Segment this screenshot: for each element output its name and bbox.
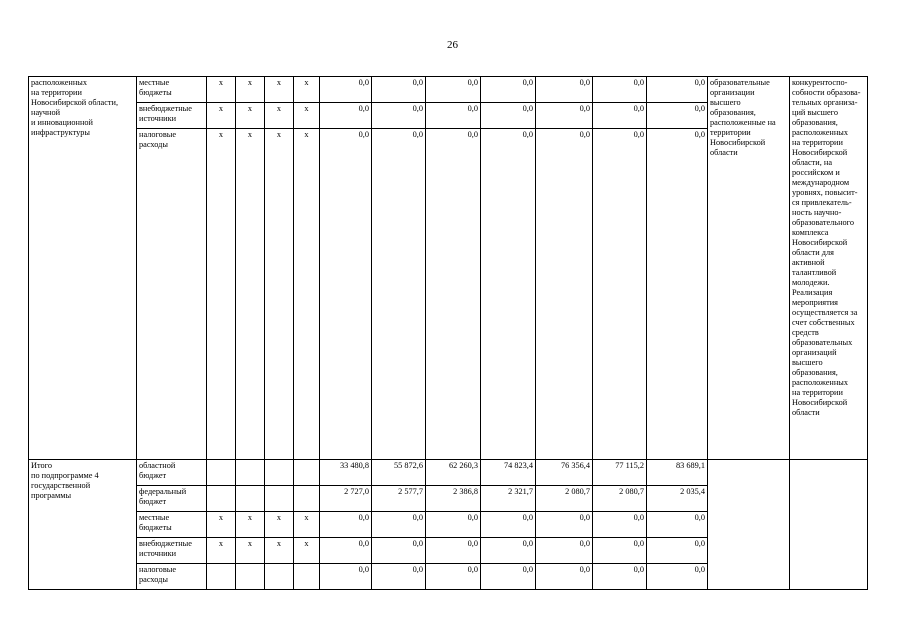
value-cell: 0,0 [481,512,536,538]
mark-cell: х [207,103,236,129]
mark-cell: х [236,77,265,103]
value-cell: 0,0 [426,538,481,564]
mark-cell [294,564,320,590]
value-cell: 0,0 [426,77,481,103]
mark-cell: х [265,512,294,538]
result-cell: конкурентоспо- собности образова- тельных организа- ций высшего образования, расположенных на территории Новосибирской области, на российском и международном уровнях, повысит- ся привлекатель- ность научно- образовательного комплекса Новосибирской области для активной талантливой молодежи. Реализация мероприятия осуществляется за счет собственных средств образовательных организаций высшего образования, расположенных на территории Новосибирской области [790,77,868,460]
program-table [28,76,868,590]
mark-cell: х [294,512,320,538]
value-cell: 74 823,4 [481,460,536,486]
page-number: 26 [447,39,458,51]
value-cell: 2 727,0 [320,486,372,512]
mark-cell [236,486,265,512]
value-cell: 0,0 [536,538,593,564]
value-cell: 0,0 [481,103,536,129]
value-cell: 2 577,7 [372,486,426,512]
value-cell: 0,0 [320,512,372,538]
mark-cell: х [207,512,236,538]
value-cell: 33 480,8 [320,460,372,486]
value-cell: 0,0 [536,77,593,103]
mark-cell [207,564,236,590]
value-cell: 0,0 [647,564,708,590]
mark-cell [236,564,265,590]
value-cell: 76 356,4 [536,460,593,486]
value-cell: 0,0 [372,129,426,460]
executor-cell: образовательные организации высшего образования, расположенные на территории Новосибирской области [708,77,790,460]
mark-cell [265,486,294,512]
mark-cell [207,486,236,512]
value-cell: 2 080,7 [593,486,647,512]
funding-source-cell: местные бюджеты [137,77,207,103]
value-cell: 0,0 [481,538,536,564]
funding-source-cell: местные бюджеты [137,512,207,538]
value-cell: 0,0 [320,538,372,564]
mark-cell: х [265,103,294,129]
mark-cell: х [236,512,265,538]
value-cell: 2 386,8 [426,486,481,512]
mark-cell [236,460,265,486]
value-cell: 0,0 [647,77,708,103]
funding-source-cell: налоговые расходы [137,564,207,590]
value-cell: 0,0 [593,538,647,564]
value-cell: 0,0 [647,538,708,564]
mark-cell: х [294,77,320,103]
value-cell: 0,0 [647,512,708,538]
value-cell: 0,0 [647,103,708,129]
table-row [29,77,868,103]
result-cell [790,460,868,590]
funding-source-cell: налоговые расходы [137,129,207,460]
mark-cell: х [265,538,294,564]
value-cell: 0,0 [320,129,372,460]
mark-cell: х [294,538,320,564]
funding-source-cell: внебюджетные источники [137,103,207,129]
mark-cell: х [236,103,265,129]
mark-cell: х [294,129,320,460]
value-cell: 0,0 [372,564,426,590]
value-cell: 0,0 [593,103,647,129]
mark-cell [294,486,320,512]
mark-cell: х [207,77,236,103]
value-cell: 77 115,2 [593,460,647,486]
value-cell: 2 080,7 [536,486,593,512]
mark-cell [207,460,236,486]
value-cell: 0,0 [372,538,426,564]
value-cell: 0,0 [320,77,372,103]
value-cell: 0,0 [426,512,481,538]
value-cell: 0,0 [647,129,708,460]
value-cell: 0,0 [593,512,647,538]
funding-source-cell: федеральный бюджет [137,486,207,512]
value-cell: 0,0 [372,103,426,129]
value-cell: 0,0 [536,129,593,460]
mark-cell: х [207,538,236,564]
mark-cell: х [294,103,320,129]
measure-name-cell: расположенных на территории Новосибирской области, научной и инновационной инфраструктуры [29,77,137,460]
value-cell: 0,0 [372,77,426,103]
value-cell: 0,0 [372,512,426,538]
value-cell: 0,0 [481,564,536,590]
table-row [29,460,868,486]
value-cell: 0,0 [536,103,593,129]
executor-cell [708,460,790,590]
value-cell: 0,0 [426,103,481,129]
value-cell: 62 260,3 [426,460,481,486]
value-cell: 0,0 [320,564,372,590]
mark-cell: х [265,129,294,460]
value-cell: 0,0 [593,129,647,460]
value-cell: 2 321,7 [481,486,536,512]
funding-source-cell: внебюджетные источники [137,538,207,564]
value-cell: 0,0 [481,77,536,103]
value-cell: 0,0 [593,77,647,103]
mark-cell: х [207,129,236,460]
value-cell: 0,0 [536,512,593,538]
mark-cell [265,460,294,486]
total-name-cell: Итого по подпрограмме 4 государственной программы [29,460,137,590]
value-cell: 0,0 [426,129,481,460]
value-cell: 83 689,1 [647,460,708,486]
value-cell: 2 035,4 [647,486,708,512]
mark-cell: х [265,77,294,103]
mark-cell: х [236,538,265,564]
value-cell: 0,0 [593,564,647,590]
value-cell: 0,0 [426,564,481,590]
value-cell: 0,0 [536,564,593,590]
value-cell: 55 872,6 [372,460,426,486]
mark-cell [294,460,320,486]
value-cell: 0,0 [481,129,536,460]
mark-cell: х [236,129,265,460]
value-cell: 0,0 [320,103,372,129]
mark-cell [265,564,294,590]
funding-source-cell: областной бюджет [137,460,207,486]
